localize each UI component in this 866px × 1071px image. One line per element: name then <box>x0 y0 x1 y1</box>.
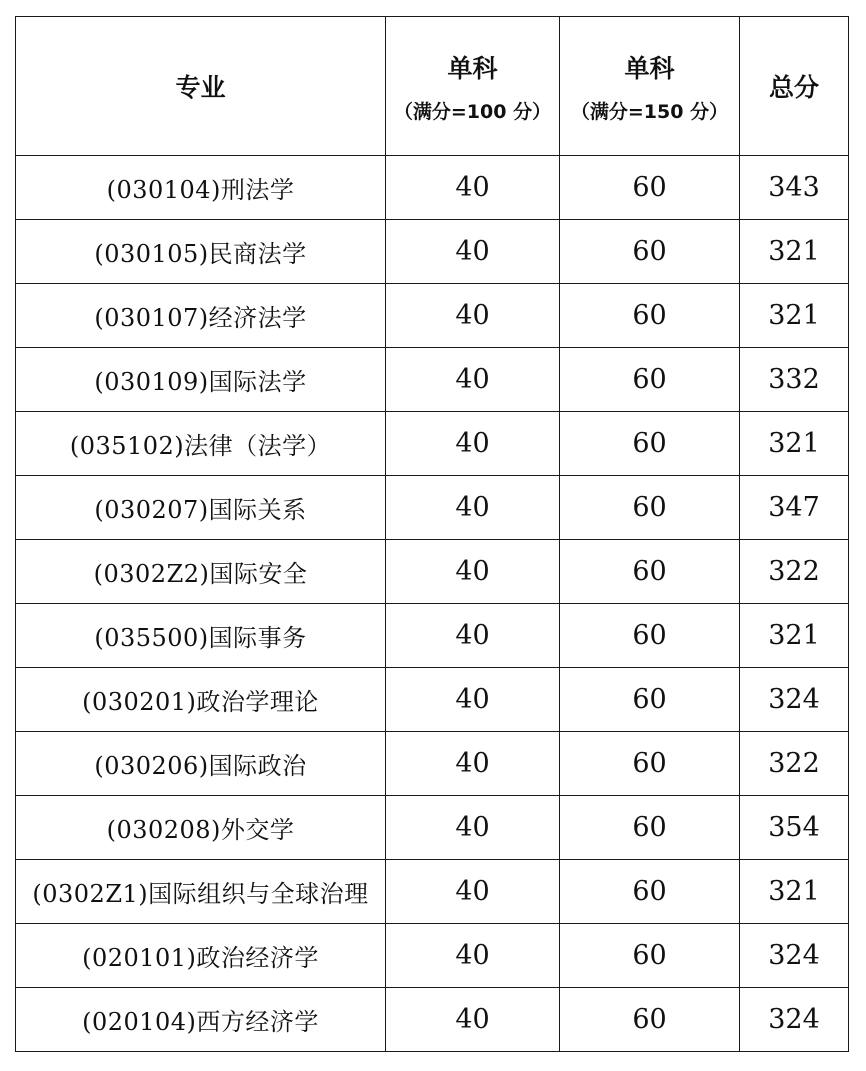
total-cell: 322 <box>740 540 849 604</box>
header-single-100 <box>386 17 560 156</box>
single-100-cell: 40 <box>386 284 560 348</box>
total-cell: 354 <box>740 796 849 860</box>
major-cell: (030208)外交学 <box>16 796 386 860</box>
table-row <box>16 220 849 284</box>
major-cell: (035102)法律（法学） <box>16 412 386 476</box>
table-row <box>16 732 849 796</box>
table-row <box>16 668 849 732</box>
major-cell: (020101)政治经济学 <box>16 924 386 988</box>
table-row <box>16 476 849 540</box>
total-cell: 322 <box>740 732 849 796</box>
total-cell: 343 <box>740 156 849 220</box>
single-150-cell: 60 <box>560 220 740 284</box>
table-row <box>16 156 849 220</box>
table-row <box>16 924 849 988</box>
table-row <box>16 284 849 348</box>
total-cell: 321 <box>740 604 849 668</box>
header-single-150 <box>560 17 740 156</box>
total-cell: 324 <box>740 668 849 732</box>
single-100-cell: 40 <box>386 796 560 860</box>
single-100-cell: 40 <box>386 732 560 796</box>
major-cell: (030109)国际法学 <box>16 348 386 412</box>
major-cell: (030105)民商法学 <box>16 220 386 284</box>
single-150-cell: 60 <box>560 476 740 540</box>
single-100-cell: 40 <box>386 412 560 476</box>
single-100-cell: 40 <box>386 604 560 668</box>
single-150-cell: 60 <box>560 412 740 476</box>
single-150-cell: 60 <box>560 924 740 988</box>
header-single-150-sub: （满分=150 分） <box>570 100 729 123</box>
major-cell: (0302Z2)国际安全 <box>16 540 386 604</box>
single-100-cell: 40 <box>386 348 560 412</box>
single-100-cell: 40 <box>386 668 560 732</box>
major-cell: (030201)政治学理论 <box>16 668 386 732</box>
score-table <box>15 16 849 1052</box>
single-150-cell: 60 <box>560 348 740 412</box>
single-150-cell: 60 <box>560 540 740 604</box>
single-150-cell: 60 <box>560 284 740 348</box>
header-total <box>740 17 849 156</box>
single-100-cell: 40 <box>386 860 560 924</box>
total-cell: 321 <box>740 220 849 284</box>
table-row <box>16 604 849 668</box>
major-cell: (020104)西方经济学 <box>16 988 386 1052</box>
single-100-cell: 40 <box>386 156 560 220</box>
header-single-150-title: 单科 <box>624 53 675 83</box>
table-body <box>16 156 849 1052</box>
single-100-cell: 40 <box>386 476 560 540</box>
table-row <box>16 860 849 924</box>
single-150-cell: 60 <box>560 732 740 796</box>
single-150-cell: 60 <box>560 860 740 924</box>
header-single-100-sub: （满分=100 分） <box>393 100 552 123</box>
single-100-cell: 40 <box>386 540 560 604</box>
table-header-row <box>16 17 849 156</box>
single-150-cell: 60 <box>560 156 740 220</box>
table-row <box>16 348 849 412</box>
major-cell: (030206)国际政治 <box>16 732 386 796</box>
major-cell: (030107)经济法学 <box>16 284 386 348</box>
header-major-label: 专业 <box>175 73 226 102</box>
major-cell: (035500)国际事务 <box>16 604 386 668</box>
single-100-cell: 40 <box>386 924 560 988</box>
table-row <box>16 988 849 1052</box>
single-150-cell: 60 <box>560 796 740 860</box>
single-100-cell: 40 <box>386 988 560 1052</box>
single-100-cell: 40 <box>386 220 560 284</box>
header-major <box>16 17 386 156</box>
single-150-cell: 60 <box>560 668 740 732</box>
total-cell: 321 <box>740 284 849 348</box>
total-cell: 321 <box>740 412 849 476</box>
table-row <box>16 796 849 860</box>
table-row <box>16 540 849 604</box>
total-cell: 347 <box>740 476 849 540</box>
total-cell: 324 <box>740 988 849 1052</box>
single-150-cell: 60 <box>560 604 740 668</box>
single-150-cell: 60 <box>560 988 740 1052</box>
header-single-100-title: 单科 <box>447 53 498 83</box>
major-cell: (030104)刑法学 <box>16 156 386 220</box>
total-cell: 332 <box>740 348 849 412</box>
major-cell: (0302Z1)国际组织与全球治理 <box>16 860 386 924</box>
total-cell: 324 <box>740 924 849 988</box>
table-row <box>16 412 849 476</box>
total-cell: 321 <box>740 860 849 924</box>
major-cell: (030207)国际关系 <box>16 476 386 540</box>
header-total-label: 总分 <box>768 73 819 102</box>
